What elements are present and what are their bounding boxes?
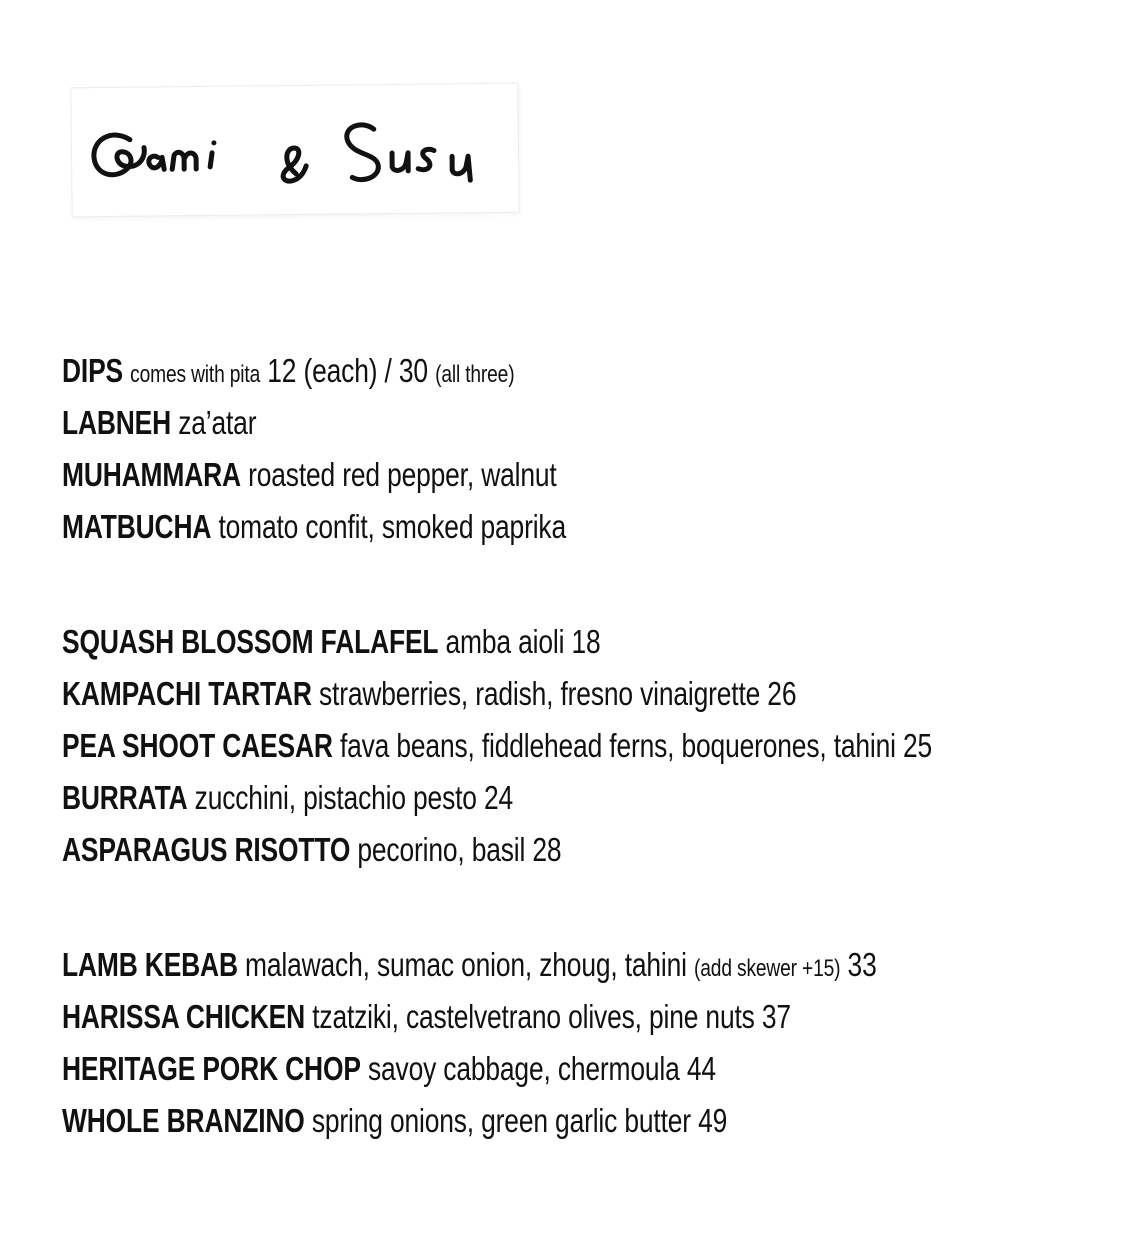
menu-item-name: KAMPACHI TARTAR	[62, 675, 312, 712]
menu-item	[62, 1043, 1132, 1095]
menu-item-description: fava beans, fiddlehead ferns, boquerones, tahini 25	[339, 727, 933, 764]
menu-item-name: ASPARAGUS RISOTTO	[62, 831, 351, 868]
menu-item-name: PEA SHOOT CAESAR	[62, 727, 333, 764]
menu-item	[62, 772, 1132, 824]
menu-item-description: savoy cabbage, chermoula 44	[367, 1050, 716, 1087]
menu-item-note: comes with pita	[130, 361, 261, 388]
menu-item-description: amba aioli 18	[445, 623, 601, 660]
menu-item-description: pecorino, basil 28	[357, 831, 562, 868]
restaurant-logo	[71, 84, 518, 217]
menu-item-name: WHOLE BRANZINO	[62, 1102, 305, 1139]
menu-item-note: (add skewer +15)	[694, 955, 841, 982]
menu-item-name: SQUASH BLOSSOM FALAFEL	[62, 623, 439, 660]
menu-item-name: LABNEH	[62, 404, 172, 441]
menu-item-name: MUHAMMARA	[62, 456, 241, 493]
menu-item	[62, 824, 1132, 876]
menu-section-mains	[62, 939, 1132, 1147]
menu-item	[62, 397, 1132, 449]
menu-item-name: MATBUCHA	[62, 508, 212, 545]
menu-item	[62, 668, 1132, 720]
menu-item	[62, 991, 1132, 1043]
menu-item-name: DIPS	[62, 352, 123, 389]
menu-list	[62, 345, 1132, 1147]
menu-section-starters	[62, 616, 1132, 876]
handwritten-logo-mark	[71, 84, 518, 217]
menu-item-description: tomato confit, smoked paprika	[218, 508, 566, 545]
menu-item-description: tzatziki, castelvetrano olives, pine nuts 37	[312, 998, 791, 1035]
menu-item-description: roasted red pepper, walnut	[248, 456, 557, 493]
menu-item-description: strawberries, radish, fresno vinaigrette 26	[319, 675, 797, 712]
menu-item	[62, 345, 1132, 397]
menu-item	[62, 1095, 1132, 1147]
menu-section-dips	[62, 345, 1132, 553]
menu-item-description: za’atar	[178, 404, 257, 441]
menu-item-name: BURRATA	[62, 779, 188, 816]
menu-item-price: 33	[847, 946, 877, 983]
menu-item-description: spring onions, green garlic butter 49	[311, 1102, 728, 1139]
menu-item	[62, 449, 1132, 501]
menu-item-description: malawach, sumac onion, zhoug, tahini	[245, 946, 687, 983]
menu-item-name: HERITAGE PORK CHOP	[62, 1050, 361, 1087]
menu-item-name: HARISSA CHICKEN	[62, 998, 306, 1035]
menu-item-price-note: (all three)	[435, 361, 515, 388]
menu-item-description: zucchini, pistachio pesto 24	[194, 779, 514, 816]
menu-item	[62, 616, 1132, 668]
menu-item	[62, 501, 1132, 553]
menu-item	[62, 939, 1132, 991]
menu-item	[62, 720, 1132, 772]
menu-item-price: 12 (each) / 30	[267, 352, 428, 389]
menu-item-name: LAMB KEBAB	[62, 946, 238, 983]
